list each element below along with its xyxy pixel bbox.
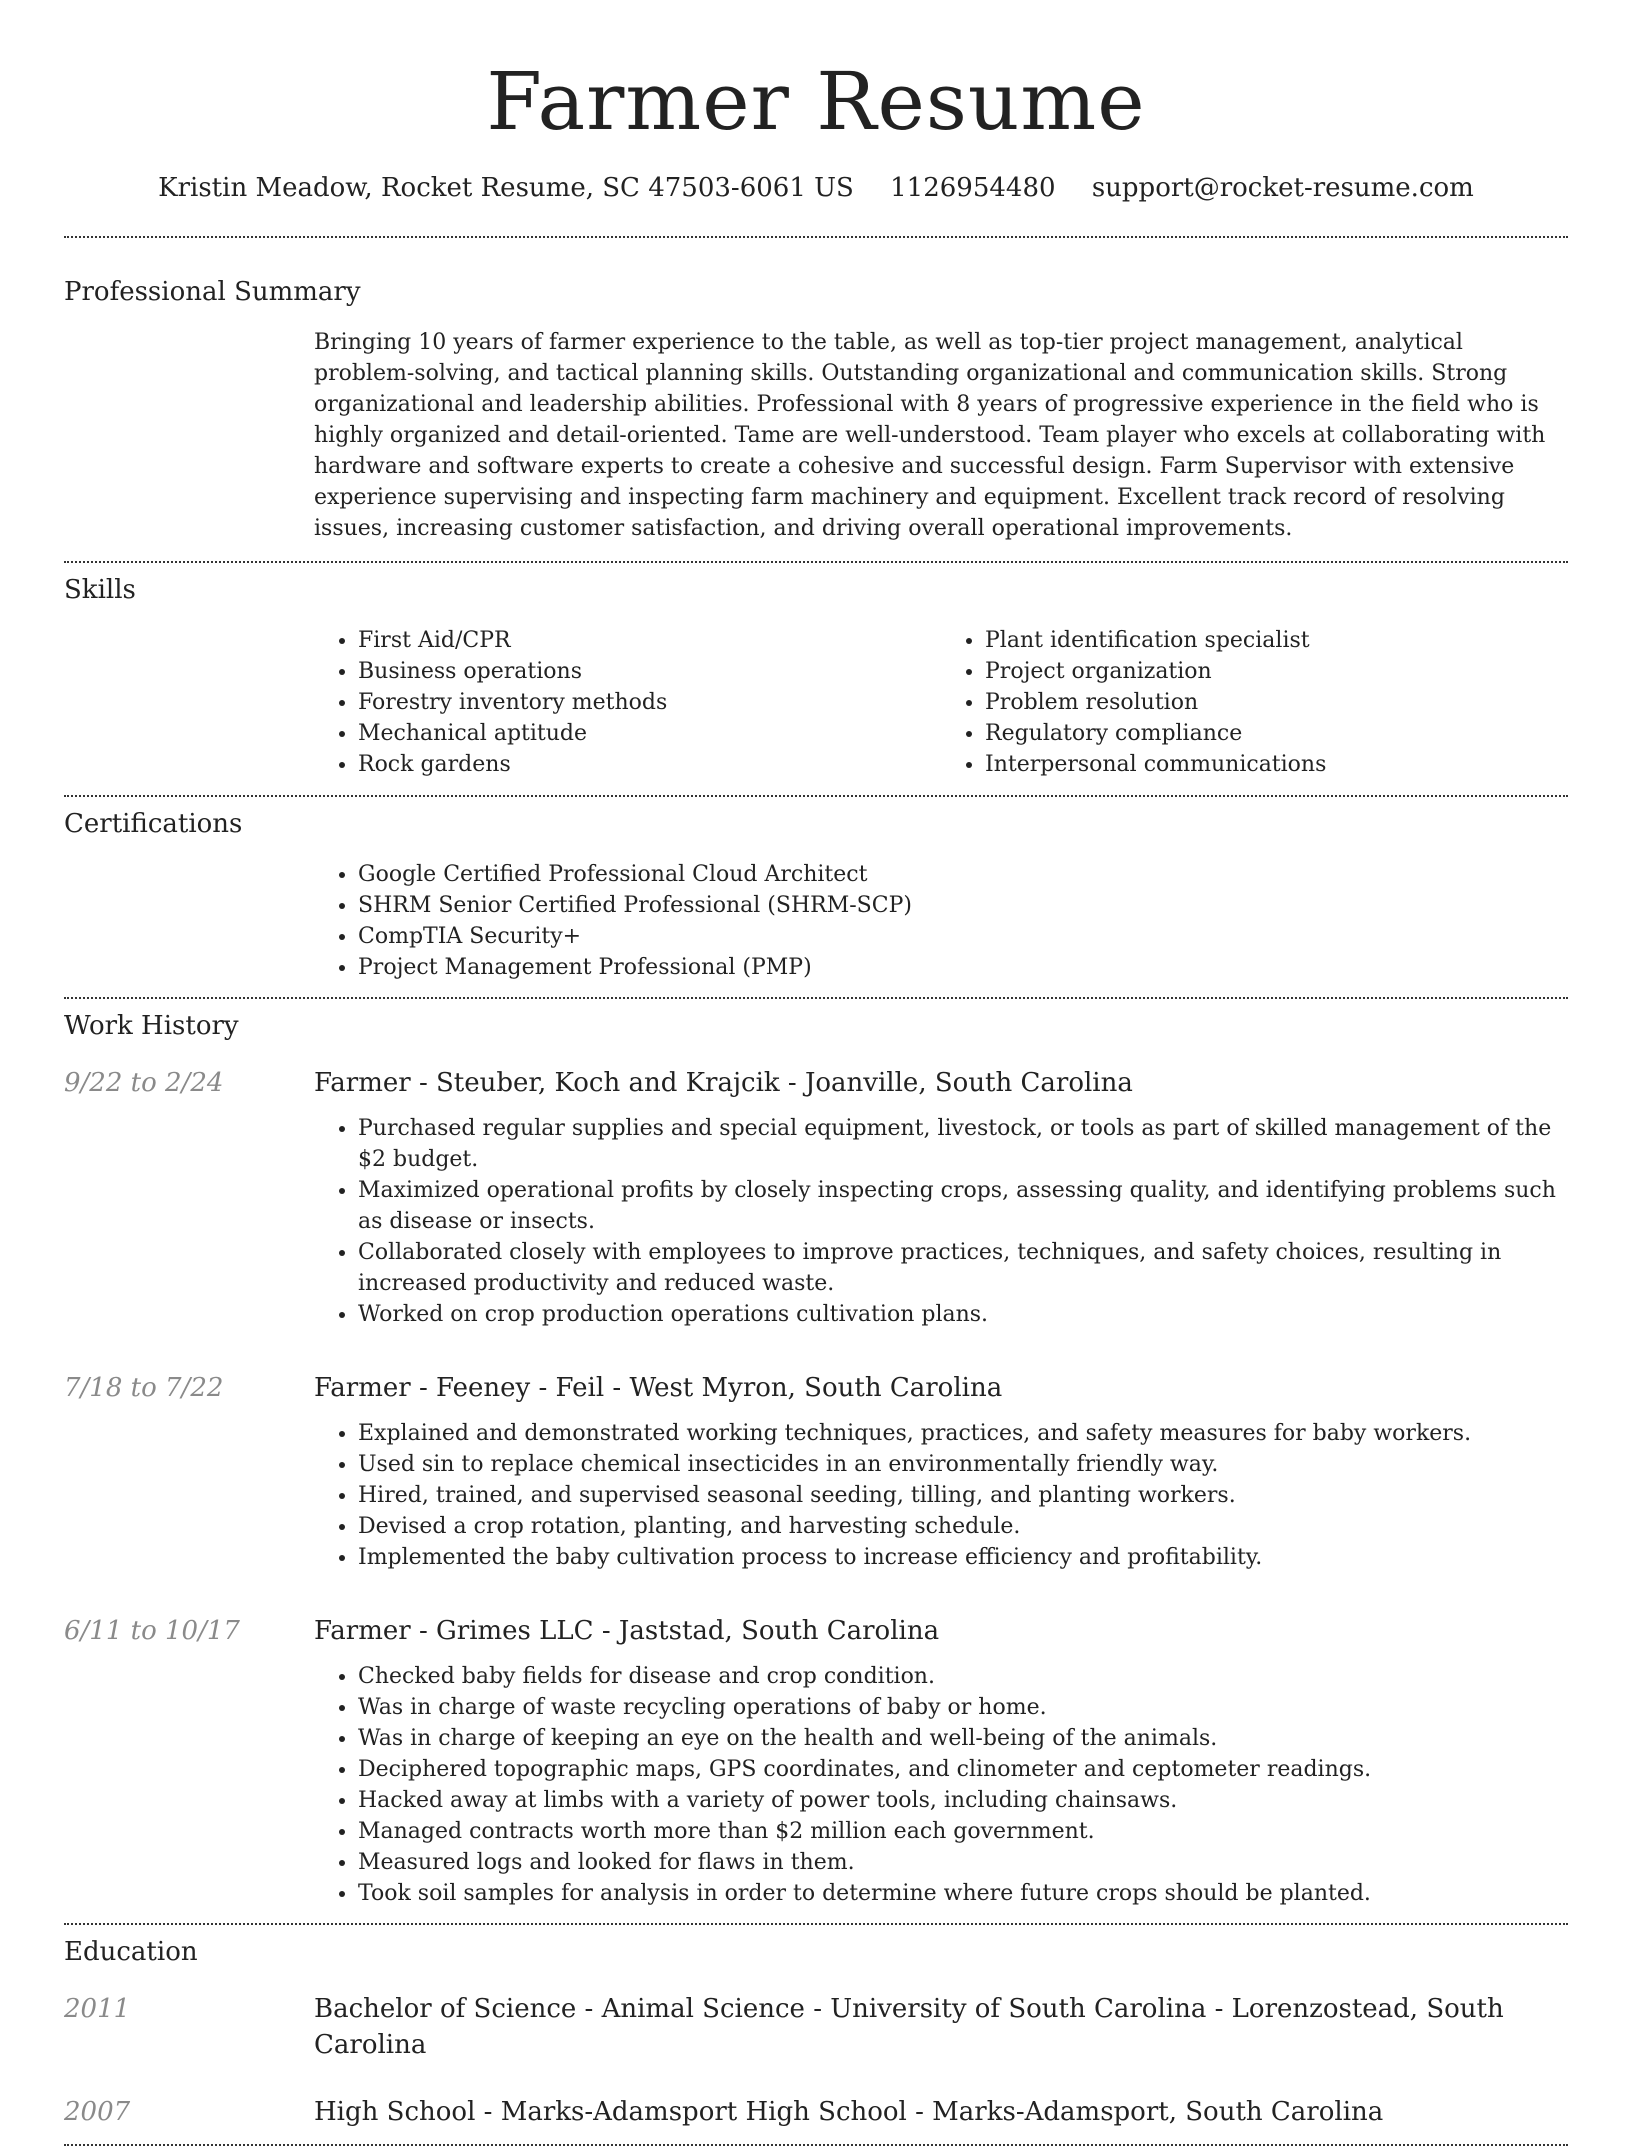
job-entry	[64, 1613, 1568, 1909]
list-item: • Regulatory compliance	[985, 718, 1568, 749]
job-title: Farmer - Feeney - Feil - West Myron, South Carolina	[314, 1373, 1003, 1403]
list-item: • Managed contracts worth more than $2 million each government.	[358, 1816, 1568, 1847]
list-item: • Google Certified Professional Cloud Architect	[358, 859, 1568, 890]
list-item: • Collaborated closely with employees to improve practices, techniques, and safety choices, resulting in increased productivity and reduced waste.	[358, 1237, 1568, 1299]
contact-phone: 1126954480	[890, 173, 1056, 203]
list-item: • Was in charge of keeping an eye on the health and well-being of the animals.	[358, 1723, 1568, 1754]
list-item: • Hacked away at limbs with a variety of power tools, including chainsaws.	[358, 1785, 1568, 1816]
job-bullets	[314, 1113, 1568, 1330]
list-item: • Worked on crop production operations cultivation plans.	[358, 1299, 1568, 1330]
list-item: • Implemented the baby cultivation process to increase efficiency and profitability.	[358, 1542, 1568, 1573]
job-dates: 7/18 to 7/22	[64, 1373, 224, 1403]
list-item: • Took soil samples for analysis in order to determine where future crops should be planted.	[358, 1878, 1568, 1909]
work-section	[64, 999, 1568, 1909]
education-text: Bachelor of Science - Animal Science - University of South Carolina - Lorenzostead, South Carolina	[314, 1994, 1504, 2060]
resume-title: Farmer Resume	[486, 55, 1146, 148]
list-item: • Interpersonal communications	[985, 749, 1568, 780]
list-item: • Was in charge of waste recycling operations of baby or home.	[358, 1692, 1568, 1723]
work-heading: Work History	[64, 1011, 239, 1041]
list-item: • Plant identification specialist	[985, 625, 1568, 656]
skills-list-right	[941, 625, 1568, 780]
education-entry	[64, 1991, 1568, 2063]
list-item: • Used sin to replace chemical insecticides in an environmentally friendly way.	[358, 1449, 1568, 1480]
education-heading: Education	[64, 1937, 198, 1967]
list-item: • SHRM Senior Certified Professional (SHRM-SCP)	[358, 890, 1568, 921]
list-item: • Explained and demonstrated working techniques, practices, and safety measures for baby workers.	[358, 1418, 1568, 1449]
list-item: • Mechanical aptitude	[358, 718, 941, 749]
list-item: • Hired, trained, and supervised seasonal seeding, tilling, and planting workers.	[358, 1480, 1568, 1511]
list-item: • CompTIA Security+	[358, 921, 1568, 952]
education-entry	[64, 2094, 1568, 2130]
list-item: • Devised a crop rotation, planting, and harvesting schedule.	[358, 1511, 1568, 1542]
list-item: • Measured logs and looked for flaws in them.	[358, 1847, 1568, 1878]
job-entry	[64, 1370, 1568, 1573]
summary-text: Bringing 10 years of farmer experience to the table, as well as top-tier project management, analytical problem-solving, and tactical planning skills. Outstanding organizational and communication skills. Strong organizational and leadership abilities. Professional with 8 years of progressive experience in the field who is highly organized and detail-oriented. Tame are well-understood. Team player who excels at collaborating with hardware and software experts to create a cohesive and successful design. Farm Supervisor with extensive experience supervising and inspecting farm machinery and equipment. Excellent track record of resolving issues, increasing customer satisfaction, and driving overall operational improvements.	[314, 330, 1546, 541]
job-bullets	[314, 1661, 1568, 1909]
list-item: • Forestry inventory methods	[358, 687, 941, 718]
certifications-section	[64, 797, 1568, 983]
education-section	[64, 1925, 1568, 2130]
list-item: • Checked baby fields for disease and crop condition.	[358, 1661, 1568, 1692]
certifications-heading: Certifications	[64, 809, 243, 839]
job-dates: 6/11 to 10/17	[64, 1616, 240, 1646]
contact-line	[64, 170, 1568, 206]
list-item: • Rock gardens	[358, 749, 941, 780]
certifications-list	[314, 859, 1568, 983]
list-item: • First Aid/CPR	[358, 625, 941, 656]
list-item: • Project organization	[985, 656, 1568, 687]
job-entry	[64, 1065, 1568, 1330]
skills-list-left	[314, 625, 941, 780]
job-bullets	[314, 1418, 1568, 1573]
list-item: • Maximized operational profits by closely inspecting crops, assessing quality, and identifying problems such as disease or insects.	[358, 1175, 1568, 1237]
job-title: Farmer - Grimes LLC - Jaststad, South Carolina	[314, 1616, 940, 1646]
list-item: • Project Management Professional (PMP)	[358, 952, 1568, 983]
summary-heading: Professional Summary	[64, 277, 361, 307]
contact-email: support@rocket-resume.com	[1091, 173, 1474, 203]
list-item: • Problem resolution	[985, 687, 1568, 718]
job-dates: 9/22 to 2/24	[64, 1068, 224, 1098]
summary-section	[64, 238, 1568, 544]
education-year: 2011	[64, 1994, 131, 2024]
skills-heading: Skills	[64, 575, 136, 605]
skills-section	[64, 563, 1568, 780]
contact-address: Kristin Meadow, Rocket Resume, SC 47503-6061 US	[158, 173, 854, 203]
job-title: Farmer - Steuber, Koch and Krajcik - Joanville, South Carolina	[314, 1068, 1133, 1098]
list-item: • Business operations	[358, 656, 941, 687]
education-year: 2007	[64, 2097, 131, 2127]
list-item: • Deciphered topographic maps, GPS coordinates, and clinometer and ceptometer readings.	[358, 1754, 1568, 1785]
education-text: High School - Marks-Adamsport High School - Marks-Adamsport, South Carolina	[314, 2097, 1384, 2127]
list-item: • Purchased regular supplies and special equipment, livestock, or tools as part of skilled management of the $2 budget.	[358, 1113, 1568, 1175]
